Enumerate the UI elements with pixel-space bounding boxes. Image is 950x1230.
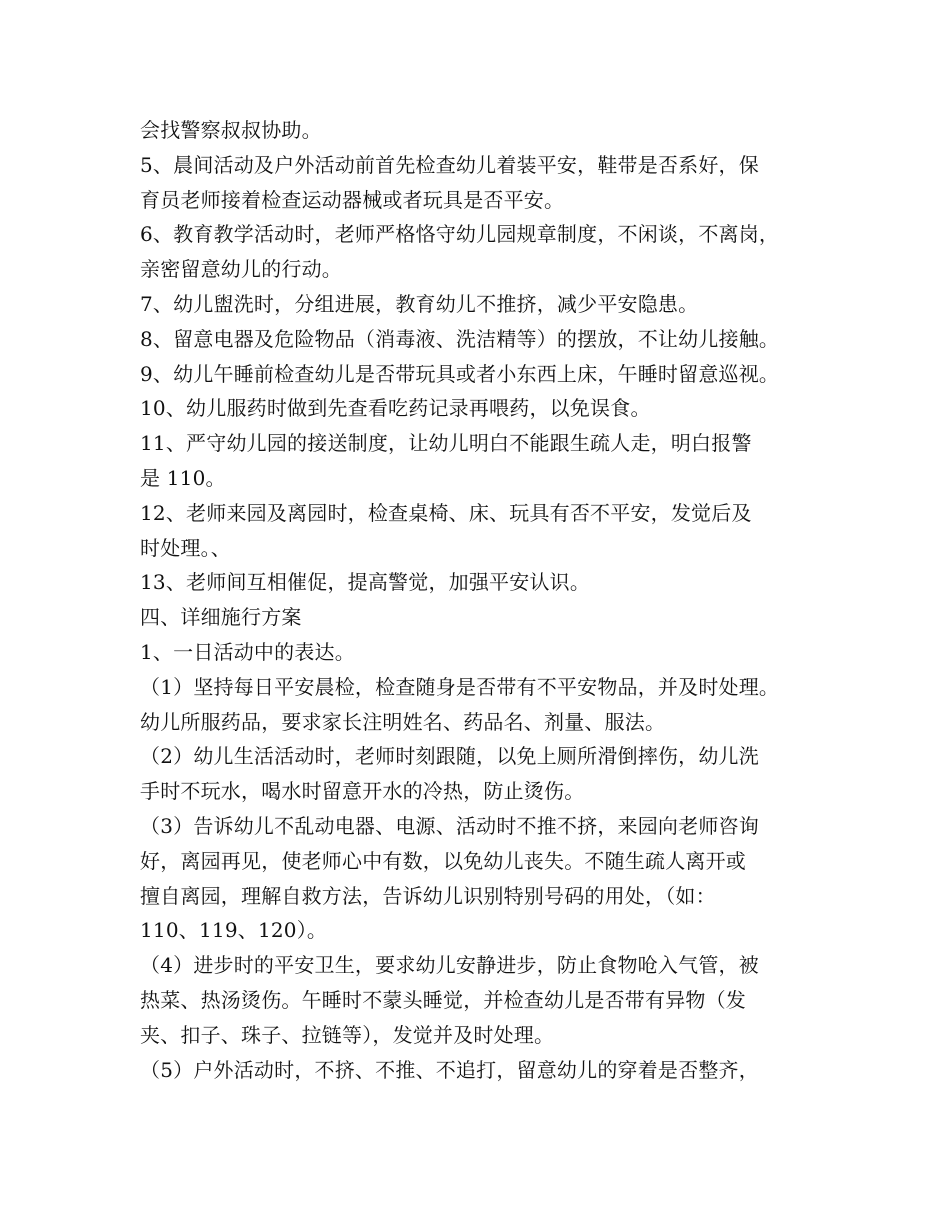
text-line: 8、留意电器及危险物品（消毒液、洗洁精等）的摆放，不让幼儿接触。 [140,326,780,351]
text-line: （5）户外活动时，不挤、不推、不追打，留意幼儿的穿着是否整齐， [140,1057,759,1082]
text-line: 会找警察叔叔协助。 [140,118,322,142]
document-body [140,113,830,1087]
text-line: 7、幼儿盥洗时，分组进展，教育幼儿不推挤，减少平安隐患。 [140,291,699,316]
text-line: 夹、扣子、珠子、拉链等），发觉并及时处理。 [140,1022,555,1047]
text-line: 是 110。 [140,465,226,490]
text-line: （1）坚持每日平安晨检，检查随身是否带有不平安物品，并及时处理。 [140,674,780,699]
text-line: 手时不玩水，喝水时留意开水的冷热，防止烫伤。 [140,779,585,804]
text-line: 6、教育教学活动时，老师严格恪守幼儿园规章制度，不闲谈，不离岗， [140,222,780,247]
text-line: 9、幼儿午睡前检查幼儿是否带玩具或者小东西上床，午睡时留意巡视。 [140,361,780,386]
text-line: 热菜、热汤烫伤。午睡时不蒙头睡觉，并检查幼儿是否带有异物（发 [140,987,746,1012]
text-line: 育员老师接着检查运动器械或者玩具是否平安。 [140,187,565,212]
text-line: （3）告诉幼儿不乱动电器、电源、活动时不推不挤，来园向老师咨询 [140,813,759,838]
text-line: 亲密留意幼儿的行动。 [140,257,342,282]
text-line: 10、幼儿服药时做到先查看吃药记录再喂药，以免误食。 [140,396,651,421]
text-line: 好，离园再见，使老师心中有数，以免幼儿丧失。不随生疏人离开或 [140,848,746,873]
text-line: 5、晨间活动及户外活动前首先检查幼儿着装平安，鞋带是否系好，保 [140,152,759,177]
text-line: （4）进步时的平安卫生，要求幼儿安静进步，防止食物呛入气管，被 [140,953,759,978]
text-line: （2）幼儿生活活动时，老师时刻跟随，以免上厕所滑倒摔伤，幼儿洗 [140,744,759,769]
text-line: 13、老师间互相催促，提高警觉，加强平安认识。 [140,570,591,595]
text-line: 擅自离园，理解自救方法，告诉幼儿识别特别号码的用处，（如： [140,883,716,908]
text-line: 时处理。、 [140,535,231,560]
text-line: 110、119、120）。 [140,918,328,943]
text-line: 11、严守幼儿园的接送制度，让幼儿明白不能跟生疏人走，明白报警 [140,431,752,456]
text-line: 幼儿所服药品，要求家长注明姓名、药品名、剂量、服法。 [140,709,666,734]
text-line: 1、一日活动中的表达。 [140,639,355,664]
text-line: 12、老师来园及离园时，检查桌椅、床、玩具有否不平安，发觉后及 [140,500,752,525]
section-heading: 四、详细施行方案 [140,605,302,630]
